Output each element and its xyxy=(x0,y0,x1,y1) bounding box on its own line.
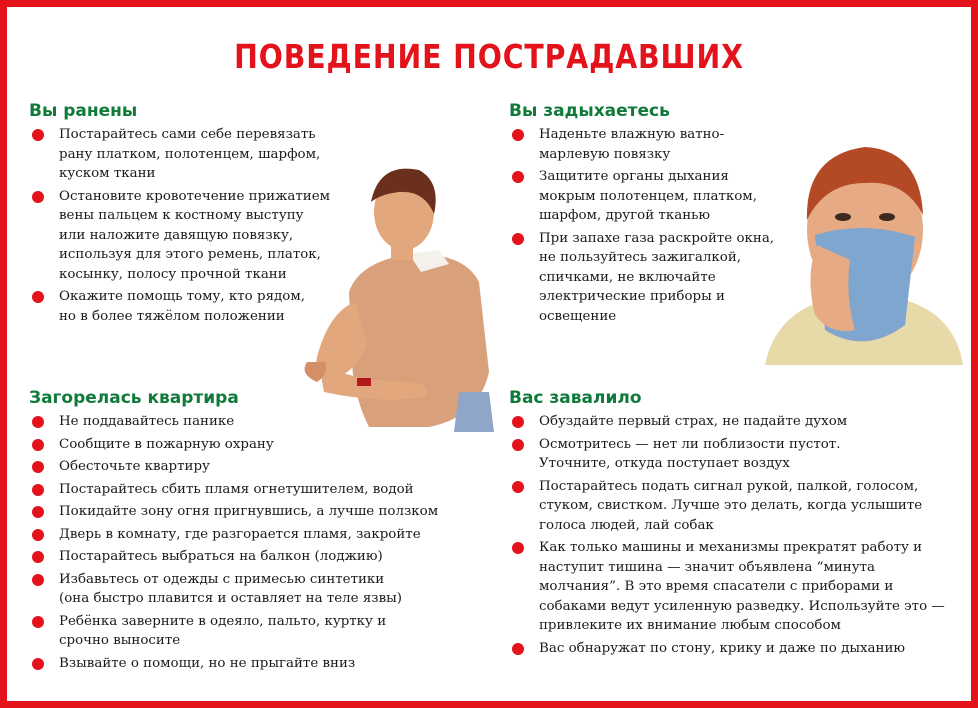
list-item: При запахе газа раскройте окна, не пользуйтесь зажигалкой, спичками, не включайте электрические приборы и освещение xyxy=(509,229,799,327)
bullet-icon xyxy=(32,416,44,428)
item-list xyxy=(29,412,499,673)
bullet-icon xyxy=(32,616,44,628)
poster-title: ПОВЕДЕНИЕ ПОСТРАДАВШИХ xyxy=(234,37,744,76)
bullet-icon xyxy=(512,416,524,428)
list-item: Постарайтесь сбить пламя огнетушителем, водой xyxy=(29,480,499,500)
bullet-icon xyxy=(32,291,44,303)
list-item: Окажите помощь тому, кто рядом, но в более тяжёлом положении xyxy=(29,287,359,326)
bullet-icon xyxy=(32,574,44,586)
bullet-icon xyxy=(32,484,44,496)
bullet-icon xyxy=(512,171,524,183)
bullet-icon xyxy=(32,129,44,141)
bullet-icon xyxy=(32,439,44,451)
list-item: Обуздайте первый страх, не падайте духом xyxy=(509,412,969,432)
bullet-icon xyxy=(512,643,524,655)
list-item: Ребёнка заверните в одеяло, пальто, куртку и срочно выносите xyxy=(29,612,499,651)
section-heading: Вас завалило xyxy=(509,388,642,408)
list-item: Остановите кровотечение прижатием вены пальцем к костному выступу или наложите давящую повязку, используя для этого ремень, платок, косынку, полосу прочной ткани xyxy=(29,187,359,285)
list-item: Вас обнаружат по стону, крику и даже по дыханию xyxy=(509,639,969,659)
list-item: Как только машины и механизмы прекратят работу и наступит тишина — значит объявлена “минута молчания”. В это время спасатели с приборами и собаками ведут усиленную разведку. Используйте это — привлеките их внимание любым способом xyxy=(509,538,969,636)
list-item: Взывайте о помощи, но не прыгайте вниз xyxy=(29,654,499,674)
list-item: Не поддавайтесь панике xyxy=(29,412,499,432)
item-list xyxy=(509,412,969,658)
list-item: Осмотритесь — нет ли поблизости пустот. Уточните, откуда поступает воздух xyxy=(509,435,969,474)
list-item: Постарайтесь выбраться на балкон (лоджию) xyxy=(29,547,499,567)
list-item: Постарайтесь подать сигнал рукой, палкой, голосом, стуком, свистком. Лучше это делать, когда услышите голоса людей, лай собак xyxy=(509,477,969,536)
bullet-icon xyxy=(512,439,524,451)
list-item: Обесточьте квартиру xyxy=(29,457,499,477)
list-item: Покидайте зону огня пригнувшись, а лучше ползком xyxy=(29,502,499,522)
list-item: Сообщите в пожарную охрану xyxy=(29,435,499,455)
list-item: Дверь в комнату, где разгорается пламя, закройте xyxy=(29,525,499,545)
bullet-icon xyxy=(32,191,44,203)
section-buried xyxy=(509,388,969,661)
bullet-icon xyxy=(512,481,524,493)
section-heading: Вы задыхаетесь xyxy=(509,101,670,121)
bullet-icon xyxy=(32,658,44,670)
bullet-icon xyxy=(32,506,44,518)
list-item: Избавьтесь от одежды с примесью синтетики (она быстро плавится и оставляет на теле язвы) xyxy=(29,570,499,609)
section-heading: Вы ранены xyxy=(29,101,138,121)
bullet-icon xyxy=(512,542,524,554)
bullet-icon xyxy=(32,461,44,473)
list-item: Постарайтесь сами себе перевязать рану платком, полотенцем, шарфом, куском ткани xyxy=(29,125,359,184)
bullet-icon xyxy=(32,551,44,563)
list-item: Наденьте влажную ватно- марлевую повязку xyxy=(509,125,799,164)
bullet-icon xyxy=(32,529,44,541)
bullet-icon xyxy=(512,129,524,141)
section-fire xyxy=(29,388,499,676)
bullet-icon xyxy=(512,233,524,245)
section-heading: Загорелась квартира xyxy=(29,388,239,408)
masked-man-illustration xyxy=(755,125,965,365)
list-item: Защитите органы дыхания мокрым полотенцем, платком, шарфом, другой тканью xyxy=(509,167,799,226)
